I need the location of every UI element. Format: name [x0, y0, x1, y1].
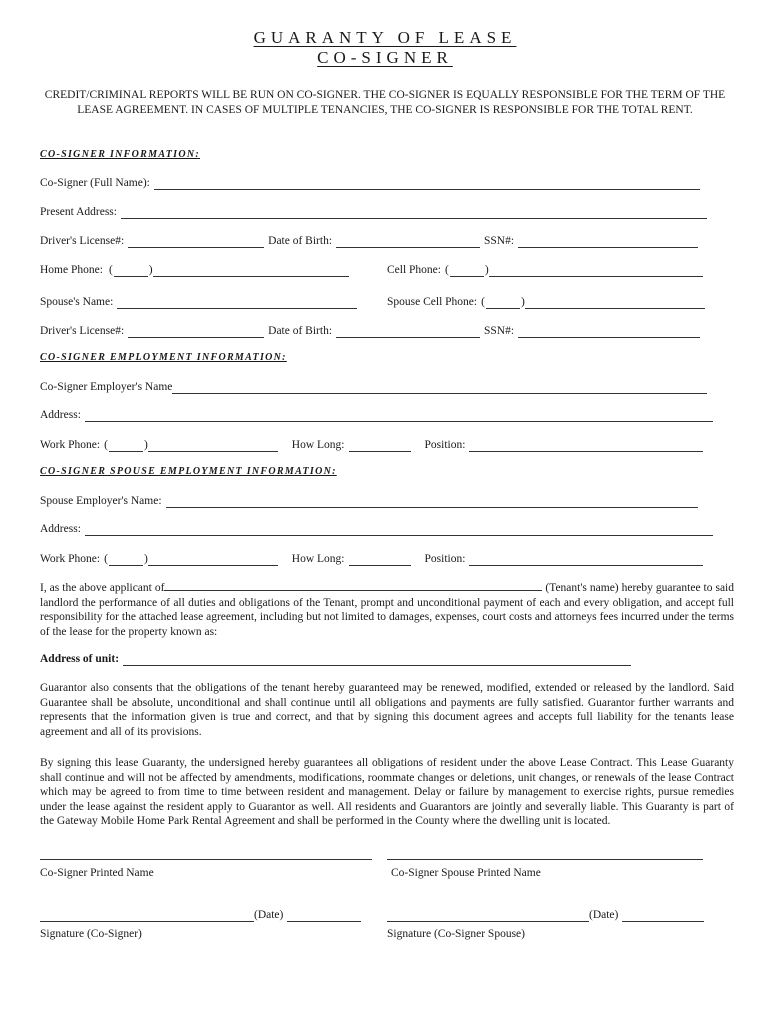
spouse-date-label: (Date)	[589, 909, 619, 921]
section-cosigner-info: CO-SIGNER INFORMATION:	[40, 149, 201, 160]
spouse-employer-address-field[interactable]	[85, 524, 713, 536]
spouse-work-phone-area-code[interactable]	[109, 554, 143, 566]
work-phone-label: Work Phone:	[40, 439, 101, 451]
drivers-license-label: Driver's License#:	[40, 235, 125, 247]
spouse-name-field[interactable]	[117, 297, 357, 309]
tenant-name-field[interactable]	[164, 580, 542, 591]
cosigner-date-field[interactable]	[287, 910, 361, 922]
row-address-of-unit	[40, 652, 631, 666]
ssn-label: SSN#:	[484, 235, 515, 247]
date-of-birth-label: Date of Birth:	[268, 235, 333, 247]
row-license-dob-ssn-2	[40, 324, 700, 338]
consent-paragraph: Guarantor also consents that the obligations of the tenant hereby guaranteed may be renewed, modified, extended or released by the landlord. Said Guarantee shall be absolute, unconditional and shall continue until all obligations and payments are fully satisfied. Guarantor further warrants and represents that the information given is true and correct, and that by signing this document agrees and accepts full liability for the tenants lease agreement and all of its provisions.	[40, 682, 734, 738]
cosigner-signature-field[interactable]	[40, 910, 254, 922]
spouse-printed-name-field[interactable]	[387, 858, 703, 860]
position-label: Position:	[424, 439, 466, 451]
drivers-license-2-label: Driver's License#:	[40, 325, 125, 337]
work-phone-field[interactable]	[148, 440, 278, 452]
employer-address-label: Address:	[40, 409, 81, 421]
row-spouse-employer-address	[40, 522, 713, 536]
full-name-label: Co-Signer (Full Name):	[40, 177, 150, 189]
row-spouse-signature	[387, 908, 704, 922]
cosigner-signature-label: Signature (Co-Signer)	[40, 928, 142, 940]
row-cosigner-signature	[40, 908, 361, 922]
home-phone-area-code[interactable]	[114, 265, 148, 277]
spouse-work-phone-label: Work Phone:	[40, 553, 101, 565]
intro-notice: CREDIT/CRIMINAL REPORTS WILL BE RUN ON CO-SIGNER. THE CO-SIGNER IS EQUALLY RESPONSIBLE FOR THE TERM OF THE LEASE AGREEMENT. IN CASES OF MULTIPLE TENANCIES, THE CO-SIGNER IS RESPONSIBLE FOR THE TOTAL RENT.	[44, 89, 726, 116]
spouse-signature-label: Signature (Co-Signer Spouse)	[387, 928, 525, 940]
spouse-cell-label: Spouse Cell Phone:	[387, 296, 478, 308]
spouse-employer-address-label: Address:	[40, 523, 81, 535]
cell-phone-area-code[interactable]	[450, 265, 484, 277]
signing-paragraph: By signing this lease Guaranty, the undersigned hereby guarantees all obligations of resident under the above Lease Contract. This Lease Guaranty shall continue and will not be affected by amendments, modifications, roommate changes or deletions, unit changes, or renewals of the lease Contract which may be agreed to from time to time between resident and management. Delay or failure by management to exercise rights, pursue remedies under the lease against the resident apply to Guarantor as well. All residents and Guarantors are jointly and severally liable. This Guaranty is part of the Gateway Mobile Home Park Rental Agreement and shall be performed in the County where the dwelling unit is located.	[40, 757, 734, 827]
home-phone-label: Home Phone:	[40, 264, 103, 276]
form-title-line2: CO-SIGNER	[317, 48, 453, 67]
cell-phone-field[interactable]	[489, 265, 703, 277]
date-of-birth-2-field[interactable]	[336, 326, 480, 338]
present-address-label: Present Address:	[40, 206, 117, 218]
ssn-2-label: SSN#:	[484, 325, 515, 337]
drivers-license-2-field[interactable]	[128, 326, 264, 338]
guarantee-paragraph	[40, 580, 734, 639]
date-of-birth-2-label: Date of Birth:	[268, 325, 333, 337]
spouse-employer-label: Spouse Employer's Name:	[40, 495, 162, 507]
form-title-line1: GUARANTY OF LEASE	[253, 28, 517, 47]
row-present-address	[40, 205, 707, 219]
row-employer-name	[40, 380, 707, 394]
row-home-phone: Home Phone: ( )	[40, 263, 349, 277]
section-spouse-employment: CO-SIGNER SPOUSE EMPLOYMENT INFORMATION:	[40, 466, 337, 477]
date-of-birth-field[interactable]	[336, 236, 480, 248]
employer-name-field[interactable]	[172, 382, 707, 394]
employer-address-field[interactable]	[85, 410, 713, 422]
row-work-phone: Work Phone: ( ) How Long: Position:	[40, 438, 703, 452]
address-of-unit-label: Address of unit:	[40, 653, 120, 665]
row-spouse-name	[40, 295, 357, 309]
cosigner-date-label: (Date)	[254, 909, 284, 921]
ssn-field[interactable]	[518, 236, 698, 248]
spouse-printed-name-label: Co-Signer Spouse Printed Name	[391, 867, 541, 879]
spouse-name-label: Spouse's Name:	[40, 296, 114, 308]
row-cell-phone: Cell Phone: ( )	[387, 263, 703, 277]
full-name-field[interactable]	[154, 178, 700, 190]
spouse-position-label: Position:	[424, 553, 466, 565]
address-of-unit-field[interactable]	[123, 654, 631, 666]
work-phone-area-code[interactable]	[109, 440, 143, 452]
cosigner-printed-name-label: Co-Signer Printed Name	[40, 867, 154, 879]
row-spouse-cell: Spouse Cell Phone: ( )	[387, 295, 705, 309]
how-long-field[interactable]	[349, 440, 411, 452]
home-phone-field[interactable]	[153, 265, 349, 277]
present-address-field[interactable]	[121, 207, 707, 219]
spouse-cell-field[interactable]	[525, 297, 705, 309]
position-field[interactable]	[469, 440, 703, 452]
spouse-employer-field[interactable]	[166, 496, 698, 508]
spouse-cell-area-code[interactable]	[486, 297, 520, 309]
spouse-signature-field[interactable]	[387, 910, 589, 922]
cosigner-printed-name-field[interactable]	[40, 858, 372, 860]
how-long-label: How Long:	[291, 439, 345, 451]
row-spouse-employer	[40, 494, 698, 508]
guarantee-lead: I, as the above applicant of	[40, 582, 165, 594]
row-spouse-work-phone: Work Phone: ( ) How Long: Position:	[40, 552, 703, 566]
spouse-how-long-label: How Long:	[291, 553, 345, 565]
cell-phone-label: Cell Phone:	[387, 264, 441, 276]
spouse-work-phone-field[interactable]	[148, 554, 278, 566]
row-full-name	[40, 176, 700, 190]
row-employer-address	[40, 408, 713, 422]
employer-name-label: Co-Signer Employer's Name	[40, 381, 173, 393]
drivers-license-field[interactable]	[128, 236, 264, 248]
row-license-dob-ssn	[40, 234, 698, 248]
spouse-date-field[interactable]	[622, 910, 704, 922]
ssn-2-field[interactable]	[518, 326, 700, 338]
guarantee-body: (Tenant's name) hereby guarantee to said landlord the performance of all duties and obligations of the Tenant, prompt and unconditional payment of each and every obligation, and accept full responsibility for the attached lease agreement, including but not limited to damages, expenses, court costs and attorneys fees incurred under the terms of the lease for the property known as:	[40, 582, 734, 638]
spouse-position-field[interactable]	[469, 554, 703, 566]
spouse-how-long-field[interactable]	[349, 554, 411, 566]
section-employment: CO-SIGNER EMPLOYMENT INFORMATION:	[40, 352, 287, 363]
